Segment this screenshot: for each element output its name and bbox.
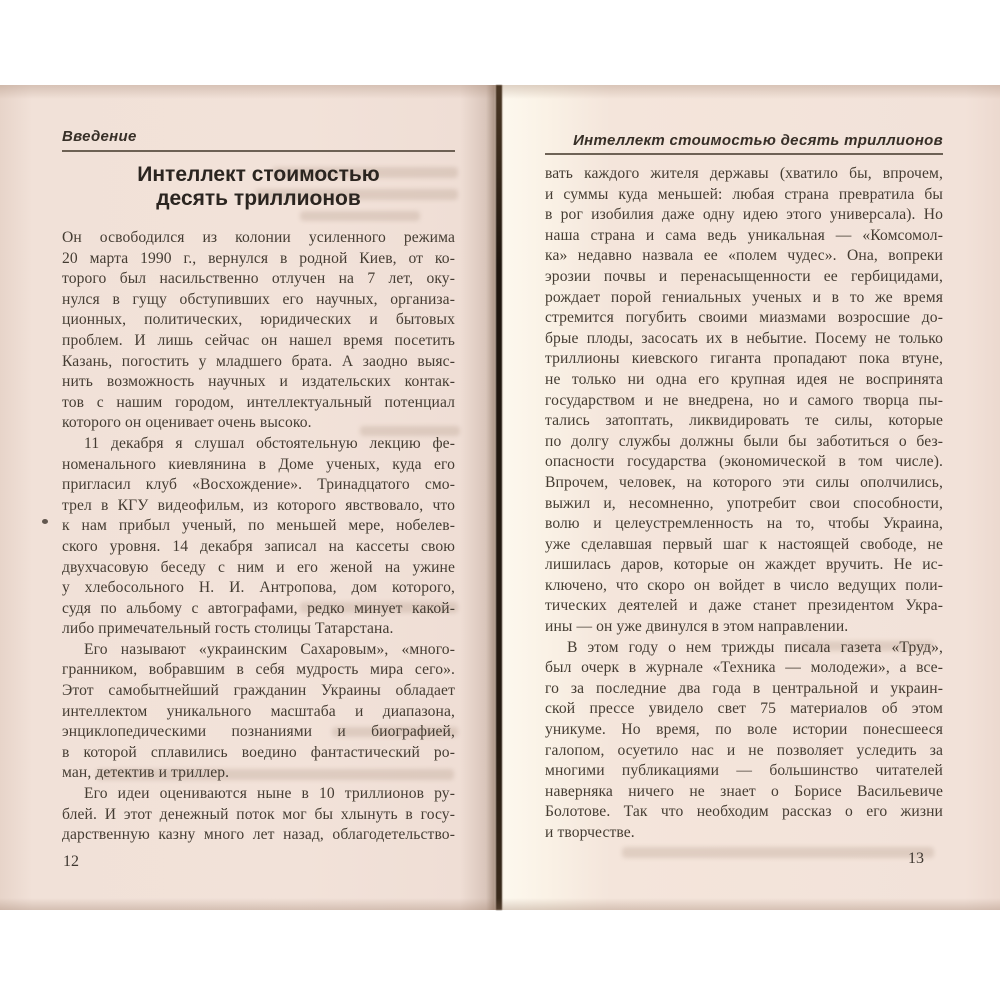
text-line: и суммы куда меньшей: любая страна превратила бы (545, 185, 943, 203)
text-line: либо примечательный гость столицы Татарстана. (62, 620, 394, 638)
text-line: Болотове. Так что необходим рассказ о его жизни (545, 803, 943, 821)
text-line: тических деятелей и даже станет президентом Укра- (545, 597, 943, 615)
text-line: уникуме. Но время, по воле истории понесшееся (545, 721, 943, 739)
right-page (545, 132, 943, 844)
text-line: энциклопедическими познаниями и биографией, (62, 723, 455, 741)
text-line: ка» недавно назвала ее «полем чудес». Она, вопреки (545, 247, 943, 265)
text-line: В этом году о нем трижды писала газета «Труд», (567, 638, 943, 656)
chapter-title (62, 163, 455, 211)
chapter-title-line-1: Интеллект стоимостью (137, 163, 380, 186)
text-line: Этот самобытнейший гражданин Украины обладает (62, 682, 455, 700)
text-line: Он освободился из колонии усиленного режима (62, 229, 455, 246)
text-line: по долгу службы должны были бы заботиться о без- (545, 432, 943, 450)
text-line: нулся в гущу обступивших его научных, организа- (62, 290, 455, 308)
text-line: блей. И этот денежный поток мог бы хлынуть в госу- (62, 805, 455, 823)
text-line: го за последние два года в центральной и украин- (545, 679, 943, 697)
left-head-rule (62, 150, 455, 152)
text-line: волю и целеустремленность на то, чтобы Украина, (545, 515, 943, 533)
text-line: тов с нашим городом, интеллектуальный потенциал (62, 393, 455, 411)
text-line: ман, детектив и триллер. (62, 764, 230, 782)
text-line: не только ни одна его крупная идея не воспринята (545, 370, 943, 388)
text-line: 20 марта 1990 г., вернулся в родной Киев, от ко- (62, 249, 455, 267)
text-line: 11 декабря я слушал обстоятельную лекцию фе- (84, 434, 455, 452)
text-line: дарственную казну много лет назад, облагодетельство- (62, 826, 455, 844)
left-page (62, 128, 455, 846)
right-head-rule (545, 153, 943, 155)
show-through-ghost (622, 847, 934, 858)
text-line: уже сделавшая первый шаг к настоящей свободе, не (545, 535, 943, 553)
text-line: Его называют «украинским Сахаровым», «много- (84, 640, 455, 658)
book-spread (0, 85, 1000, 910)
text-line: лишилась даров, которые он жаждет вручить. Не ис- (545, 556, 943, 574)
text-line: гранником, вобравшим в себя мудрость мира сего». (62, 661, 455, 679)
text-line: интеллектом уникального масштаба и диапазона, (62, 702, 455, 720)
text-line: тались затоптать, ликвидировать те силы, которые (545, 412, 943, 430)
text-line: Впрочем, человек, на которого эти силы ополчились, (545, 473, 943, 491)
text-line: государством и не внедрена, но и самого творца пы- (545, 391, 943, 409)
left-page-number: 12 (63, 853, 79, 870)
chapter-title-line-2: десять триллионов (156, 187, 361, 210)
right-body-text (545, 164, 943, 844)
text-line: рождает порой гениальных ученых и в то же время (545, 288, 943, 306)
text-line: торого был насильственно отлучен на 7 лет, оку- (62, 270, 455, 288)
text-line: проблем. И лишь сейчас он нашел время посетить (62, 331, 455, 349)
text-line: у хлебосольного Н. И. Антропова, дом которого, (62, 579, 455, 597)
text-line: Его идеи оцениваются ныне в 10 триллионов ру- (84, 785, 455, 803)
text-line: опасности государства (экономической в том числе). (545, 453, 943, 471)
text-line: нить возможность научных и издательских контак- (62, 373, 455, 391)
text-line: наша страна и сама ведь уникальная — «Комсомол- (545, 226, 943, 244)
text-line: выжил и, несомненно, употребит свои способности, (545, 494, 943, 512)
text-line: стремится погубить своими миазмами возросшие до- (545, 309, 943, 327)
left-body-text (62, 228, 455, 846)
text-line: вать каждого жителя державы (хватило бы, впрочем, (545, 165, 943, 182)
text-line: брые плоды, засосать их в небытие. Посему не только (545, 329, 943, 347)
text-line: ключено, что скоро он войдет в число ведущих поли- (545, 576, 943, 594)
text-line: к нам прибыл ученый, по меньшей мере, нобелев- (62, 517, 455, 535)
text-line: эрозии почвы и перенасыщенности ее гербицидами, (545, 267, 943, 285)
text-line: в рог изобилия даже одну идею этого универсала). Но (545, 206, 943, 224)
text-line: и творчестве. (545, 824, 635, 841)
text-line: многими публикациями — большинство читателей (545, 762, 943, 780)
margin-dot-artifact (42, 519, 48, 524)
text-line: ской прессе увидело свет 75 материалов об этом (545, 700, 943, 718)
text-line: трел в КГУ видеофильм, из которого явствовало, что (62, 496, 455, 514)
text-line: триллионы киевского гиганта пропадают пока втуне, (545, 350, 943, 368)
text-line: Казань, погостить у младшего брата. А заодно выяс- (62, 352, 455, 370)
text-line: галопом, осуетило нас и не позволяет уследить за (545, 741, 943, 759)
text-line: наверняка ничего не знает о Борисе Васильевиче (545, 782, 943, 800)
text-line: номенального киевлянина в Доме ученых, куда его (62, 455, 455, 473)
text-line: которого он оценивает очень высоко. (62, 414, 312, 432)
text-line: ционных, политических, юридических и бытовых (62, 311, 455, 329)
text-line: судя по альбому с автографами, редко минует какой- (62, 599, 455, 617)
book-spine-gutter (496, 85, 502, 910)
text-line: ского уровня. 14 декабря записал на кассеты свою (62, 537, 455, 555)
right-running-head: Интеллект стоимостью десять триллионов (573, 132, 943, 149)
text-line: ины — он уже двинулся в этом направлении. (545, 618, 849, 636)
text-line: двухчасовую беседу с ним и его женой на ужине (62, 558, 455, 576)
text-line: в которой сплавились воедино фантастический ро- (62, 743, 455, 761)
left-running-head: Введение (62, 128, 137, 145)
right-page-number: 13 (908, 850, 924, 867)
text-line: пригласил клуб «Восхождение». Тринадцатого смо- (62, 476, 455, 494)
text-line: был очерк в журнале «Техника — молодежи», а все- (545, 659, 943, 677)
